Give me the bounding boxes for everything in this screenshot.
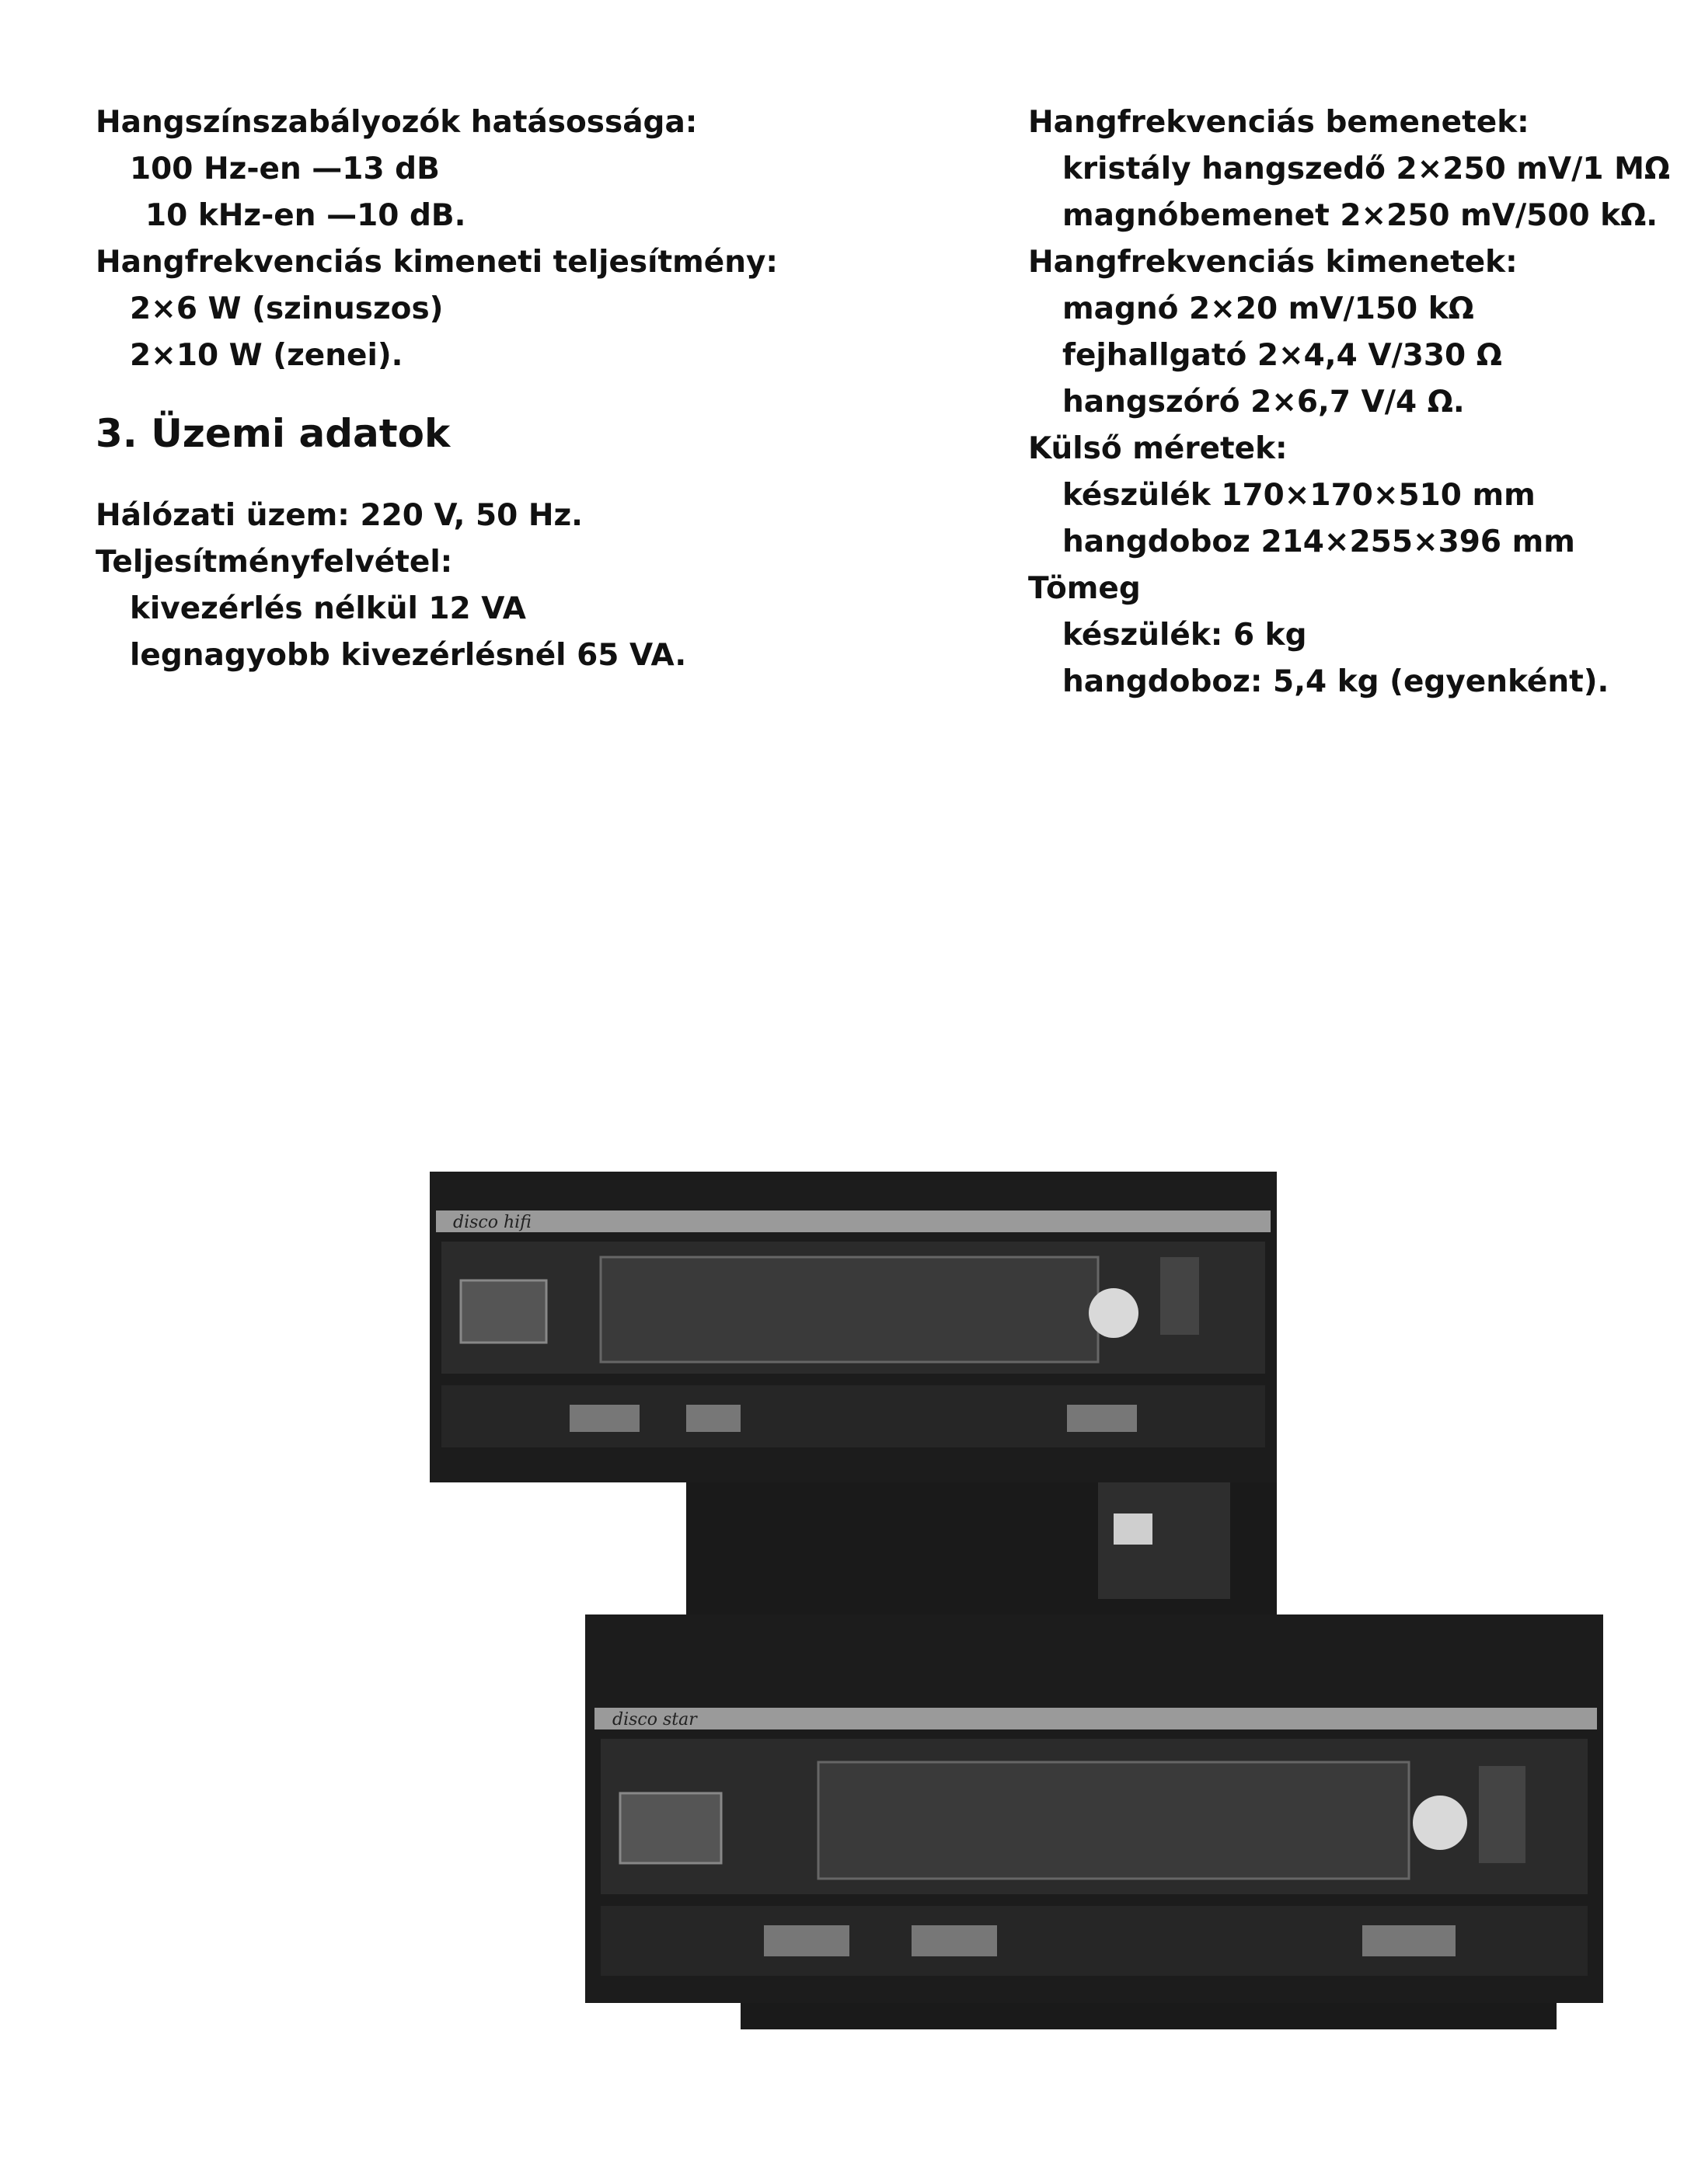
upper-tuning-display (601, 1257, 1098, 1362)
weight-heading: Tömeg (1028, 571, 1141, 606)
upper-button-cluster (1160, 1257, 1199, 1335)
weight-unit: készülék: 6 kg (1062, 618, 1307, 653)
power-consumption-heading: Teljesítményfelvétel: (96, 545, 453, 580)
weight-speaker: hangdoboz: 5,4 kg (egyenként). (1062, 664, 1609, 699)
dimensions-unit: készülék 170×170×510 mm (1062, 478, 1536, 513)
upper-brand-label: disco hifi (453, 1213, 532, 1232)
dimensions-speaker: hangdoboz 214×255×396 mm (1062, 524, 1575, 559)
section-title: 3. Üzemi adatok (96, 411, 451, 456)
upper-vu-meter (461, 1280, 546, 1343)
output-speaker: hangszóró 2×6,7 V/4 Ω. (1062, 385, 1465, 420)
lower-tuning-display (818, 1762, 1409, 1879)
tone-control-heading: Hangszínszabályozók hatásossága: (96, 105, 698, 140)
output-headphone: fejhallgató 2×4,4 V/330 Ω (1062, 338, 1502, 373)
inputs-heading: Hangfrekvenciás bemenetek: (1028, 105, 1529, 140)
input-tape: magnóbemenet 2×250 mV/500 kΩ. (1062, 198, 1658, 233)
left-column (96, 99, 795, 679)
output-power-music: 2×10 W (zenei). (130, 338, 403, 373)
product-photo (430, 1172, 1619, 2029)
lower-vu-meter (620, 1793, 721, 1863)
lower-tuning-knob (1413, 1796, 1467, 1850)
tone-control-100hz: 100 Hz-en —13 dB (130, 152, 440, 186)
upper-unit (430, 1172, 1277, 1482)
right-column (1028, 99, 1671, 705)
lower-brand-label: disco star (612, 1710, 697, 1729)
mains-supply: Hálózati üzem: 220 V, 50 Hz. (96, 498, 583, 533)
middle-deck (686, 1482, 1277, 1614)
upper-tuning-knob (1089, 1288, 1138, 1338)
outputs-heading: Hangfrekvenciás kimenetek: (1028, 245, 1518, 280)
power-consumption-idle: kivezérlés nélkül 12 VA (130, 591, 526, 626)
output-power-heading: Hangfrekvenciás kimeneti teljesítmény: (96, 245, 779, 280)
dimensions-heading: Külső méretek: (1028, 431, 1288, 466)
lower-unit (585, 1614, 1603, 2029)
output-tape: magnó 2×20 mV/150 kΩ (1062, 291, 1474, 326)
tone-control-10khz: 10 kHz-en —10 dB. (145, 198, 466, 233)
lower-button-cluster (1479, 1766, 1525, 1863)
input-crystal-pickup: kristály hangszedő 2×250 mV/1 MΩ (1062, 152, 1671, 186)
output-power-sine: 2×6 W (szinuszos) (130, 291, 444, 326)
power-consumption-max: legnagyobb kivezérlésnél 65 VA. (130, 638, 687, 673)
